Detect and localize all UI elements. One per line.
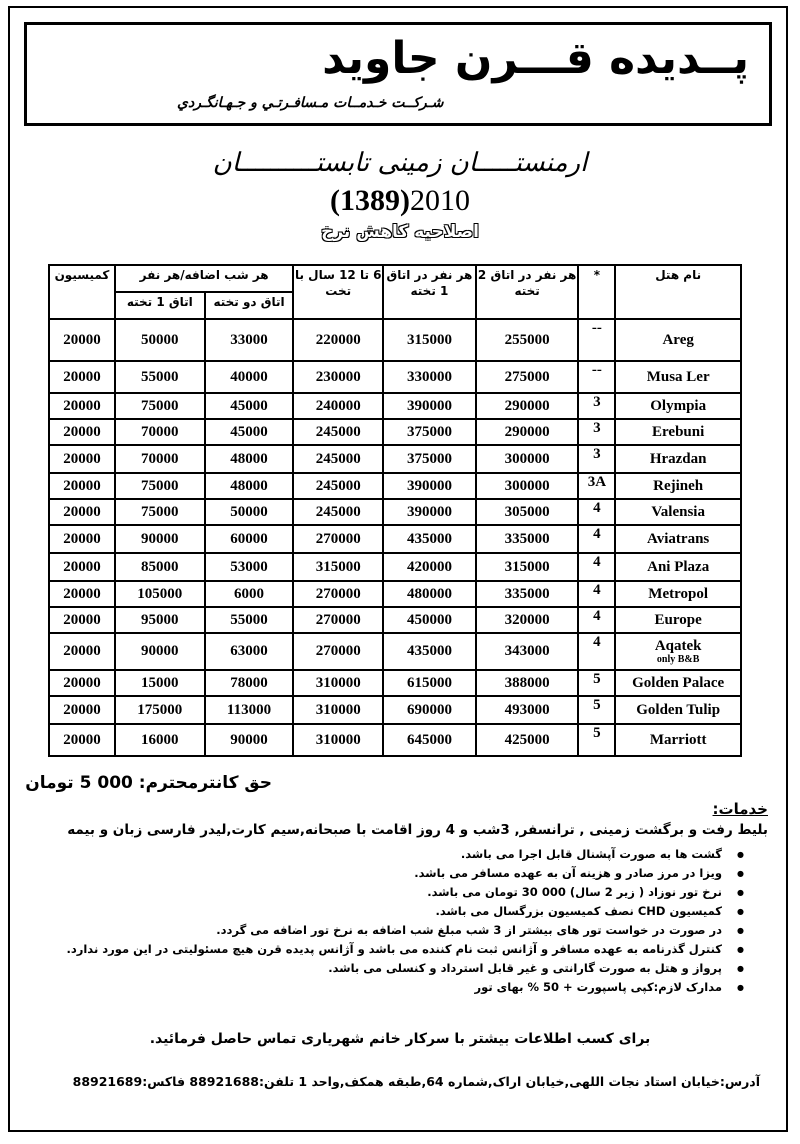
cell-child: 240000: [293, 393, 383, 419]
cell-double: 388000: [476, 670, 579, 696]
hotel-name: Metropol: [648, 585, 709, 602]
cell-hotel: [615, 393, 741, 419]
cell-child: 310000: [293, 696, 383, 724]
cell-double: 255000: [476, 319, 579, 361]
cell-child: 310000: [293, 724, 383, 756]
cell-single: 420000: [383, 553, 476, 581]
cell-double: 275000: [476, 361, 579, 393]
cell-commission: 20000: [49, 319, 115, 361]
cell-single: 615000: [383, 670, 476, 696]
cell-commission: 20000: [49, 633, 115, 670]
service-note-item: ● مدارک لازم:کپی پاسپورت + 50 % بهای تور: [66, 978, 722, 997]
cell-extra-double: 48000: [205, 445, 294, 473]
cell-extra-single: 75000: [115, 499, 205, 525]
cell-extra-single: 90000: [115, 633, 205, 670]
header-child: 6 تا 12 سال با تخت: [293, 265, 383, 319]
cell-extra-single: 95000: [115, 607, 205, 633]
cell-extra-single: 75000: [115, 473, 205, 499]
table-row: [49, 361, 741, 393]
cell-double: 290000: [476, 419, 579, 445]
cell-child: 245000: [293, 499, 383, 525]
cell-child: 270000: [293, 633, 383, 670]
counter-fee: حق کانترمحترم: 000 5 تومان: [25, 773, 272, 793]
header-star: *: [578, 265, 615, 319]
cell-single: 645000: [383, 724, 476, 756]
cell-extra-double: 78000: [205, 670, 294, 696]
table-row: [49, 670, 741, 696]
cell-star: --: [578, 319, 615, 361]
cell-double: 305000: [476, 499, 579, 525]
cell-hotel: [615, 319, 741, 361]
cell-star: 3: [578, 419, 615, 445]
table-row: [49, 553, 741, 581]
service-note-item: ● نرخ تور نوزاد ( زیر 2 سال) 000 30 تومان می باشد.: [66, 883, 722, 902]
header-hotel: نام هتل: [615, 265, 741, 319]
hotel-note: only B&B: [656, 654, 700, 665]
cell-extra-double: 63000: [205, 633, 294, 670]
cell-child: 310000: [293, 670, 383, 696]
cell-extra-double: 48000: [205, 473, 294, 499]
cell-extra-double: 45000: [205, 419, 294, 445]
cell-commission: 20000: [49, 670, 115, 696]
service-note-item: ● گشت ها به صورت آپشنال قابل اجرا می باشد.: [66, 845, 722, 864]
cell-extra-double: 55000: [205, 607, 294, 633]
cell-child: 230000: [293, 361, 383, 393]
cell-single: 450000: [383, 607, 476, 633]
cell-extra-single: 105000: [115, 581, 205, 607]
cell-hotel: [615, 361, 741, 393]
year-gregorian: 2010: [409, 184, 470, 217]
cell-hotel: [615, 553, 741, 581]
service-note-item: ● کمیسیون CHD نصف کمیسیون بزرگسال می باشد.: [66, 902, 722, 921]
table-row: [49, 473, 741, 499]
hotel-name: Golden Tulip: [636, 701, 721, 718]
cell-hotel: [615, 670, 741, 696]
cell-commission: 20000: [49, 581, 115, 607]
cell-star: 3: [578, 393, 615, 419]
cell-extra-double: 90000: [205, 724, 294, 756]
service-note-item: ● کنترل گذرنامه به عهده مسافر و آژانس ثبت نام کننده می باشد و آژانس پدیده قرن هیچ مسئولیتی در این مورد ندارد.: [66, 940, 722, 959]
header-extra-double: اتاق دو تخته: [205, 292, 294, 319]
cell-double: 300000: [476, 473, 579, 499]
cell-extra-double: 6000: [205, 581, 294, 607]
contact-line: برای کسب اطلاعات بیشتر با سرکار خانم شهریاری تماس حاصل فرمائید.: [149, 1031, 651, 1047]
cell-extra-double: 113000: [205, 696, 294, 724]
table-row: [49, 607, 741, 633]
cell-hotel: [615, 473, 741, 499]
cell-child: 270000: [293, 525, 383, 553]
table-row: [49, 419, 741, 445]
cell-hotel: [615, 499, 741, 525]
cell-double: 343000: [476, 633, 579, 670]
cell-commission: 20000: [49, 393, 115, 419]
cell-extra-double: 40000: [205, 361, 294, 393]
cell-double: 300000: [476, 445, 579, 473]
table-row: [49, 393, 741, 419]
cell-star: 4: [578, 553, 615, 581]
cell-star: 5: [578, 696, 615, 724]
cell-double: 493000: [476, 696, 579, 724]
cell-hotel: [615, 633, 741, 670]
price-table: [48, 264, 742, 757]
service-note-item: ● ویزا در مرز صادر و هزینه آن به عهده مسافر می باشد.: [66, 864, 722, 883]
cell-single: 435000: [383, 525, 476, 553]
cell-extra-single: 70000: [115, 445, 205, 473]
hotel-name: Europe: [654, 611, 702, 628]
cell-extra-single: 75000: [115, 393, 205, 419]
cell-star: 3A: [578, 473, 615, 499]
cell-star: 4: [578, 607, 615, 633]
cell-single: 435000: [383, 633, 476, 670]
cell-child: 220000: [293, 319, 383, 361]
cell-commission: 20000: [49, 499, 115, 525]
hotel-name: Musa Ler: [646, 368, 710, 385]
tour-year: [0, 184, 800, 218]
cell-commission: 20000: [49, 607, 115, 633]
cell-extra-single: 55000: [115, 361, 205, 393]
table-row: [49, 525, 741, 553]
cell-extra-double: 50000: [205, 499, 294, 525]
cell-child: 245000: [293, 419, 383, 445]
hotel-name: Hrazdan: [649, 450, 707, 467]
hotel-name: Erebuni: [652, 423, 705, 440]
table-row: [49, 499, 741, 525]
table-row: [49, 445, 741, 473]
cell-extra-single: 50000: [115, 319, 205, 361]
cell-hotel: [615, 607, 741, 633]
cell-commission: 20000: [49, 361, 115, 393]
header-commission: کمیسیون: [49, 265, 115, 319]
table-row: [49, 724, 741, 756]
services-summary: بلیط رفت و برگشت زمینی , ترانسفر, 3شب و 4 روز اقامت با صبحانه,سیم کارت,لیدر فارسی زبان و بیمه: [67, 822, 768, 838]
hotel-name: Valensia: [651, 503, 705, 520]
cell-child: 270000: [293, 581, 383, 607]
tour-title: ارمنستـــــان زمینی تابستــــــــــان: [212, 148, 588, 178]
cell-single: 375000: [383, 419, 476, 445]
table-row: [49, 581, 741, 607]
hotel-name: Aviatrans: [647, 530, 710, 547]
cell-double: 335000: [476, 581, 579, 607]
cell-star: 4: [578, 581, 615, 607]
cell-commission: 20000: [49, 473, 115, 499]
header-box: [24, 22, 772, 126]
cell-hotel: [615, 419, 741, 445]
cell-double: 320000: [476, 607, 579, 633]
cell-child: 245000: [293, 473, 383, 499]
header-extra-night: هر شب اضافه/هر نفر: [115, 265, 293, 292]
hotel-name: Marriott: [649, 731, 707, 748]
cell-double: 290000: [476, 393, 579, 419]
cell-commission: 20000: [49, 445, 115, 473]
cell-hotel: [615, 525, 741, 553]
cell-single: 315000: [383, 319, 476, 361]
revision-note: اصلاحیه کاهش نرخ: [321, 222, 479, 242]
cell-single: 480000: [383, 581, 476, 607]
cell-single: 390000: [383, 473, 476, 499]
cell-commission: 20000: [49, 724, 115, 756]
hotel-name: Aqatek: [654, 638, 702, 654]
cell-commission: 20000: [49, 525, 115, 553]
cell-single: 390000: [383, 499, 476, 525]
cell-extra-single: 16000: [115, 724, 205, 756]
cell-commission: 20000: [49, 553, 115, 581]
hotel-name: Areg: [662, 331, 694, 348]
hotel-name: Rejineh: [653, 477, 704, 494]
cell-hotel: [615, 724, 741, 756]
address-line: آدرس:خیابان استاد نجات اللهی,خیابان اراک,شماره 64,طبقه همکف,واحد 1 تلفن:88921688 فاکس:88921689: [72, 1074, 760, 1089]
table-row: [49, 319, 741, 361]
cell-star: 5: [578, 670, 615, 696]
brand-name: پــدیده قـــرن جاوید: [322, 33, 749, 84]
cell-extra-single: 175000: [115, 696, 205, 724]
cell-commission: 20000: [49, 696, 115, 724]
hotel-name: Ani Plaza: [647, 558, 710, 575]
company-tagline: شـرکــت خـدمــات مـسافـرتـي و جـهـانگـردي: [177, 95, 444, 111]
cell-extra-double: 45000: [205, 393, 294, 419]
service-note-item: ● پرواز و هتل به صورت گارانتی و غیر قابل استرداد و کنسلی می باشد.: [66, 959, 722, 978]
service-notes: [66, 845, 740, 997]
header-extra-single: اتاق 1 تخته: [115, 292, 205, 319]
cell-extra-single: 85000: [115, 553, 205, 581]
cell-hotel: [615, 445, 741, 473]
header-double: هر نفر در اتاق 2 تخته: [476, 265, 579, 319]
cell-single: 375000: [383, 445, 476, 473]
cell-star: 4: [578, 525, 615, 553]
cell-star: 4: [578, 633, 615, 670]
header-single: هر نفر در اتاق 1 تخته: [383, 265, 476, 319]
cell-hotel: [615, 696, 741, 724]
cell-commission: 20000: [49, 419, 115, 445]
hotel-name: Olympia: [650, 397, 707, 414]
service-note-item: ● در صورت در خواست تور های بیشتر از 3 شب مبلغ شب اضافه به نرخ تور اضافه می گردد.: [66, 921, 722, 940]
cell-extra-double: 33000: [205, 319, 294, 361]
services-title: خدمات:: [712, 800, 768, 818]
cell-single: 690000: [383, 696, 476, 724]
cell-single: 390000: [383, 393, 476, 419]
cell-extra-double: 53000: [205, 553, 294, 581]
cell-star: 3: [578, 445, 615, 473]
cell-single: 330000: [383, 361, 476, 393]
cell-extra-single: 70000: [115, 419, 205, 445]
cell-double: 315000: [476, 553, 579, 581]
year-persian: (1389): [330, 184, 410, 217]
cell-extra-single: 90000: [115, 525, 205, 553]
cell-child: 270000: [293, 607, 383, 633]
cell-star: --: [578, 361, 615, 393]
cell-extra-double: 60000: [205, 525, 294, 553]
cell-star: 5: [578, 724, 615, 756]
cell-hotel: [615, 581, 741, 607]
cell-star: 4: [578, 499, 615, 525]
cell-double: 335000: [476, 525, 579, 553]
table-row: [49, 633, 741, 670]
cell-child: 315000: [293, 553, 383, 581]
cell-double: 425000: [476, 724, 579, 756]
hotel-name: Golden Palace: [632, 674, 725, 691]
table-row: [49, 696, 741, 724]
cell-child: 245000: [293, 445, 383, 473]
cell-extra-single: 15000: [115, 670, 205, 696]
price-table-body: [49, 319, 741, 756]
